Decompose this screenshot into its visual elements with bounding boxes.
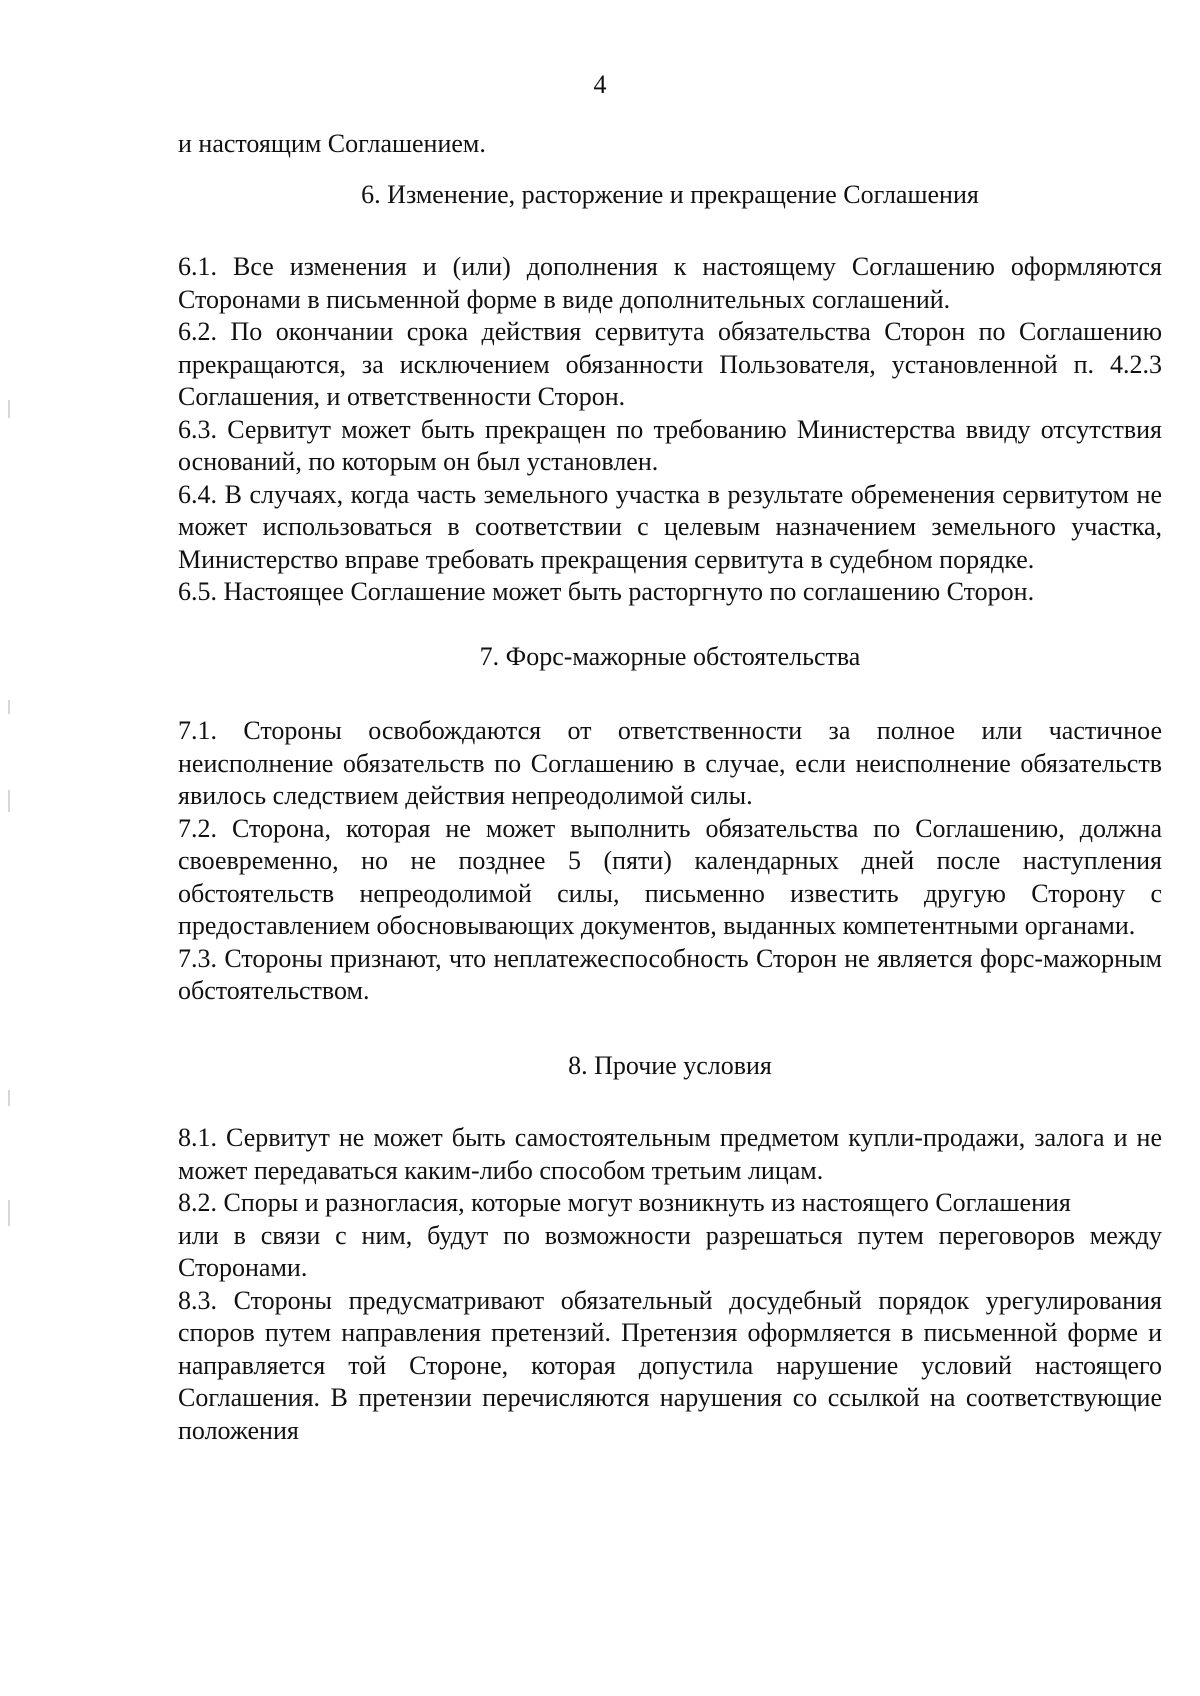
scan-artifact	[8, 1090, 10, 1106]
clause-8-2-continued: или в связи с ним, будут по возможности разрешаться путем переговоров между Сторонами.	[178, 1220, 1162, 1282]
page-number: 4	[593, 70, 607, 99]
clause-7-2: 7.2. Сторона, которая не может выполнить обязательства по Соглашению, должна своевременно, но не позднее 5 (пяти) календарных дней после наступления обстоятельств непреодолимой силы, письменно известить другую Сторону с предоставлением обосновывающих документов, выданных компетентными органами.	[178, 813, 1162, 940]
scan-artifact	[8, 1200, 10, 1226]
document-body	[178, 128, 1162, 1447]
clause-6-5: 6.5. Настоящее Соглашение может быть расторгнуто по соглашению Сторон.	[178, 577, 1035, 606]
clause-6-3: 6.3. Сервитут может быть прекращен по требованию Министерства ввиду отсутствия оснований, по которым он был установлен.	[178, 414, 1162, 476]
clause-7-1: 7.1. Стороны освобождаются от ответственности за полное или частичное неисполнение обязательств по Соглашению в случае, если неисполнение обязательств явилось следствием действия непреодолимой силы.	[178, 716, 1162, 810]
section-6-heading: 6. Изменение, расторжение и прекращение Соглашения	[361, 179, 979, 209]
clause-8-3: 8.3. Стороны предусматривают обязательный досудебный порядок урегулирования споров путем направления претензий. Претензия оформляется в письменной форме и направляется той Стороне, которая допустила нарушение условий настоящего Соглашения. В претензии перечисляются нарушения со ссылкой на соответствующие положения	[178, 1285, 1162, 1445]
section-7-heading: 7. Форс-мажорные обстоятельства	[479, 641, 861, 671]
clause-6-2: 6.2. По окончании срока действия сервитута обязательства Сторон по Соглашению прекращаются, за исключением обязанности Пользователя, установленной п. 4.2.3 Соглашения, и ответственности Сторон.	[178, 317, 1162, 411]
intro-line: и настоящим Соглашением.	[178, 129, 486, 158]
scan-artifact	[8, 400, 10, 418]
scan-artifact	[8, 790, 10, 812]
clause-8-1: 8.1. Сервитут не может быть самостоятельным предметом купли-продажи, залога и не может передаваться каким-либо способом третьим лицам.	[178, 1123, 1162, 1185]
section-8-heading: 8. Прочие условия	[568, 1050, 772, 1080]
clause-8-2: 8.2. Споры и разногласия, которые могут возникнуть из настоящего Соглашения	[178, 1188, 1071, 1217]
clause-6-1: 6.1. Все изменения и (или) дополнения к настоящему Соглашению оформляются Сторонами в письменной форме в виде дополнительных соглашений.	[178, 252, 1162, 314]
clause-7-3: 7.3. Стороны признают, что неплатежеспособность Сторон не является форс-мажорным обстоятельством.	[178, 943, 1162, 1005]
scan-artifact	[8, 700, 10, 714]
clause-6-4: 6.4. В случаях, когда часть земельного участка в результате обременения сервитутом не может использоваться в соответствии с целевым назначением земельного участка, Министерство вправе требовать прекращения сервитута в судебном порядке.	[178, 479, 1162, 574]
